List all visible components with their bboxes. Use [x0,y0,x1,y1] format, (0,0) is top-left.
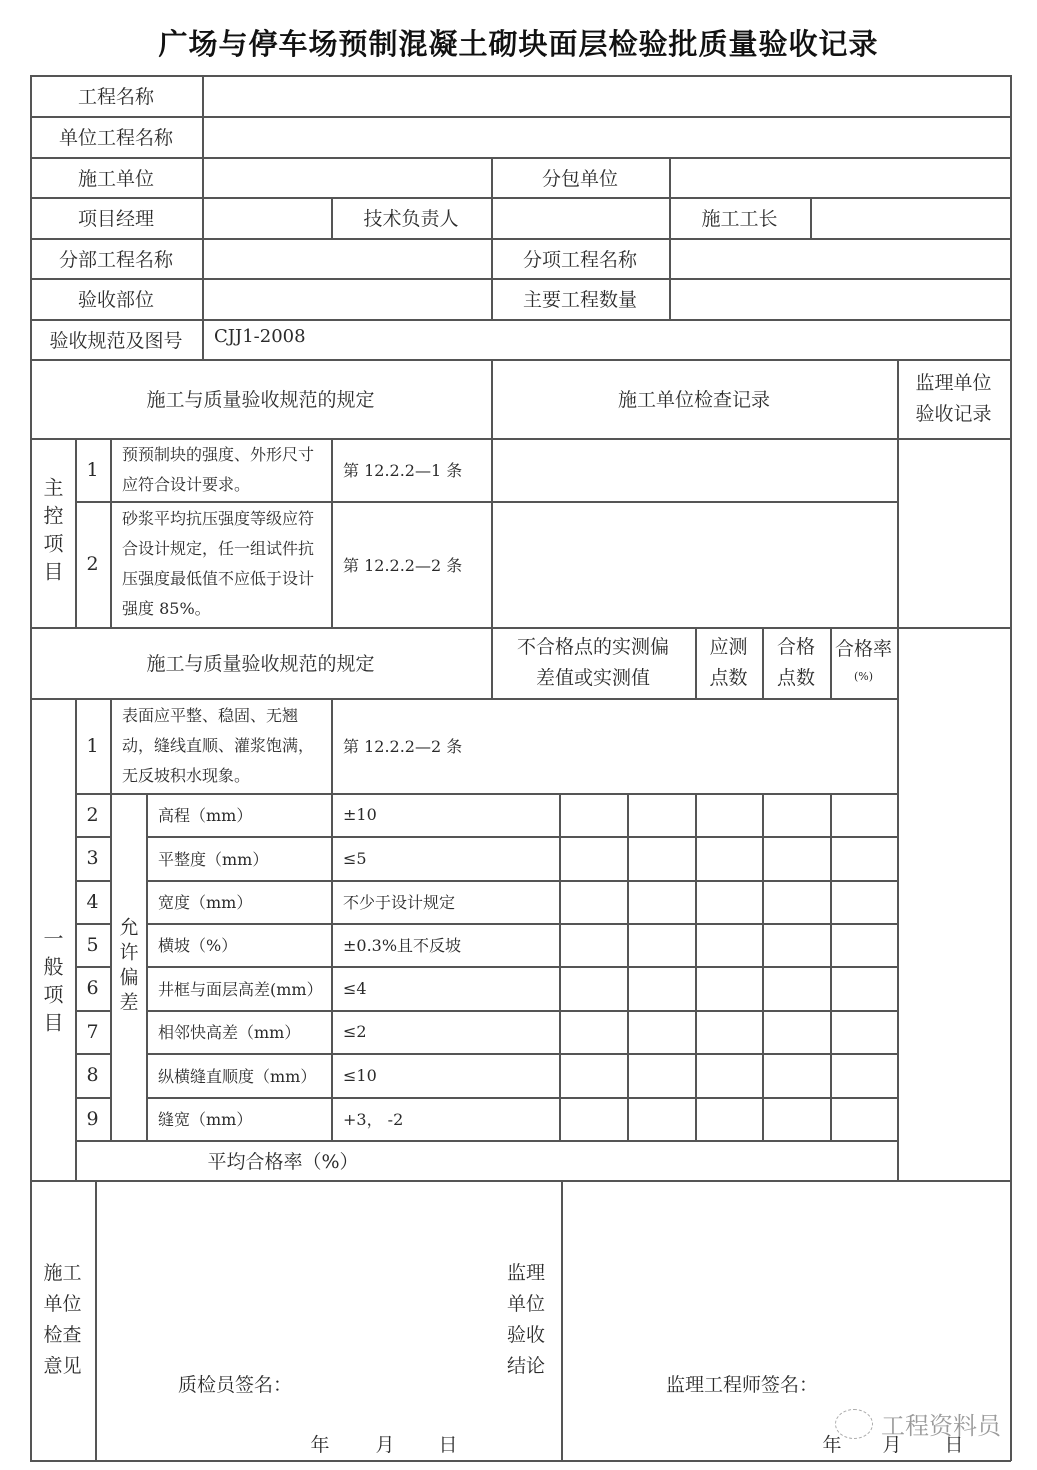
supervisor-date-year: 年 [822,1433,842,1456]
main-spec-header: 施工与质量验收规范的规定 [146,389,375,411]
tolerance-row-name: 纵横缝直顺度（mm） [158,1066,317,1086]
inspector-date-day: 日 [438,1433,458,1456]
main-item-ref: 第 12.2.2—2 条 [343,555,463,575]
tolerance-row-no: 2 [86,803,99,826]
location-field[interactable] [202,278,491,319]
tolerance-row-name: 相邻快高差（mm） [158,1023,301,1042]
general-item-no: 1 [86,734,99,757]
tolerance-row-no: 6 [86,977,99,999]
tolerance-row-name: 平整度（mm） [158,849,269,869]
main-item-no: 2 [86,553,99,575]
tolerance-row-limit: ≤4 [343,978,367,998]
pass-rate-header-label: 合格率 [834,637,892,660]
watermark-text: 工程资料员 [881,1412,1001,1440]
subitem-field[interactable] [669,238,1010,278]
main-item-contractor-record[interactable] [491,438,897,501]
project-name-field[interactable] [202,75,1010,116]
tolerance-row-no: 7 [86,1020,99,1043]
main-supervisor-header: 监理单位验收记录 [915,371,992,425]
inspector-date-year: 年 [310,1433,330,1456]
subcontractor-label: 分包单位 [541,167,618,190]
watermark [835,1406,1001,1441]
main-item-ref: 第 12.2.2—1 条 [343,461,463,480]
avg-pass-rate-value[interactable] [491,1140,897,1180]
avg-pass-rate-label: 平均合格率（%） [207,1150,359,1173]
quantity-label: 主要工程数量 [522,289,637,311]
points-passed-header: 合格点数 [776,635,815,689]
inspector-signature-label: 质检员签名： [178,1373,293,1396]
tolerance-row-name: 缝宽（mm） [158,1110,253,1129]
supervisor-conclusion-label: 监理单位验收结论 [506,1262,545,1377]
tech-lead-label: 技术负责人 [363,208,459,230]
unit-project-label: 单位工程名称 [58,127,173,149]
location-label: 验收部位 [77,289,154,311]
general-item-record[interactable] [491,698,897,793]
subcontractor-field[interactable] [669,157,1010,197]
tolerance-row-limit: 不少于设计规定 [343,893,456,912]
division-label: 分部工程名称 [58,248,173,271]
contractor-opinion-label: 施工单位检查意见 [43,1262,82,1377]
project-manager-field[interactable] [202,197,331,238]
main-item-desc: 预预制块的强度、外形尺寸应符合设计要求。 [122,444,315,494]
tolerance-row-no: 5 [86,933,99,956]
division-field[interactable] [202,238,491,278]
tolerance-row-no: 9 [86,1107,99,1130]
tolerance-label: 允许偏差 [116,916,139,1017]
general-item-desc: 表面应平整、稳固、无翘动，缝线直顺、灌浆饱满，无反坡积水现象。 [122,705,315,785]
main-contractor-header: 施工单位检查记录 [617,389,770,411]
tolerance-row-name: 井框与面层高差(mm） [158,979,323,999]
project-name-label: 工程名称 [77,86,154,108]
wechat-icon [835,1409,873,1439]
foreman-label: 施工工长 [701,208,778,230]
main-supervisor-record[interactable] [897,438,1010,627]
subitem-label: 分项工程名称 [522,248,637,271]
inspector-date-month: 月 [375,1433,395,1456]
points-required-header: 应测点数 [709,635,748,689]
general-item-ref: 第 12.2.2—2 条 [343,737,463,756]
tolerance-row-no: 3 [86,847,99,869]
main-item-contractor-record[interactable] [491,501,897,627]
main-category-label: 主控项目 [40,476,64,589]
foreman-field[interactable] [810,197,1010,238]
project-manager-label: 项目经理 [77,208,154,230]
contractor-label: 施工单位 [77,167,154,190]
pass-rate-header [830,627,897,698]
spec-field[interactable]: CJJ1-2008 [214,325,306,347]
supervisor-date-month: 月 [882,1433,902,1456]
supervisor-date-day: 日 [944,1433,964,1456]
tech-lead-field[interactable] [491,197,669,238]
unit-project-field[interactable] [202,116,1010,157]
tolerance-row-limit: ≤10 [343,1065,377,1085]
deviation-header: 不合格点的实测偏差值或实测值 [516,635,669,689]
tolerance-row-limit: ≤5 [343,848,367,868]
pass-rate-unit: (%) [853,669,874,683]
tolerance-row-limit: ≤2 [343,1022,367,1041]
contractor-field[interactable] [202,157,491,197]
tolerance-row-name: 高程（mm） [158,806,253,825]
spec-label: 验收规范及图号 [49,329,183,352]
engineer-signature-label: 监理工程师签名： [666,1373,819,1396]
tolerance-row-no: 8 [86,1064,99,1086]
quantity-field[interactable] [669,278,1010,319]
general-category-label: 一般项目 [40,928,64,1040]
tolerance-row-name: 横坡（%） [158,936,238,955]
general-supervisor-record[interactable] [897,698,1010,1180]
tolerance-row-no: 4 [86,890,99,913]
tolerance-row-limit: +3， -2 [343,1110,404,1129]
tolerance-row-limit: ±0.3%且不反坡 [343,936,462,955]
general-spec-header: 施工与质量验收规范的规定 [146,653,375,675]
tolerance-row-limit: ±10 [343,805,377,824]
main-item-no: 1 [86,458,99,481]
main-item-desc: 砂浆平均抗压强度等级应符合设计规定，任一组试件抗压强度最低值不应低于设计强度 85%。 [122,509,315,618]
page-title: 广场与停车场预制混凝土砌块面层检验批质量验收记录 [158,27,879,61]
contractor-opinion-area[interactable] [95,1180,491,1460]
tolerance-row-name: 宽度（mm） [158,893,253,912]
